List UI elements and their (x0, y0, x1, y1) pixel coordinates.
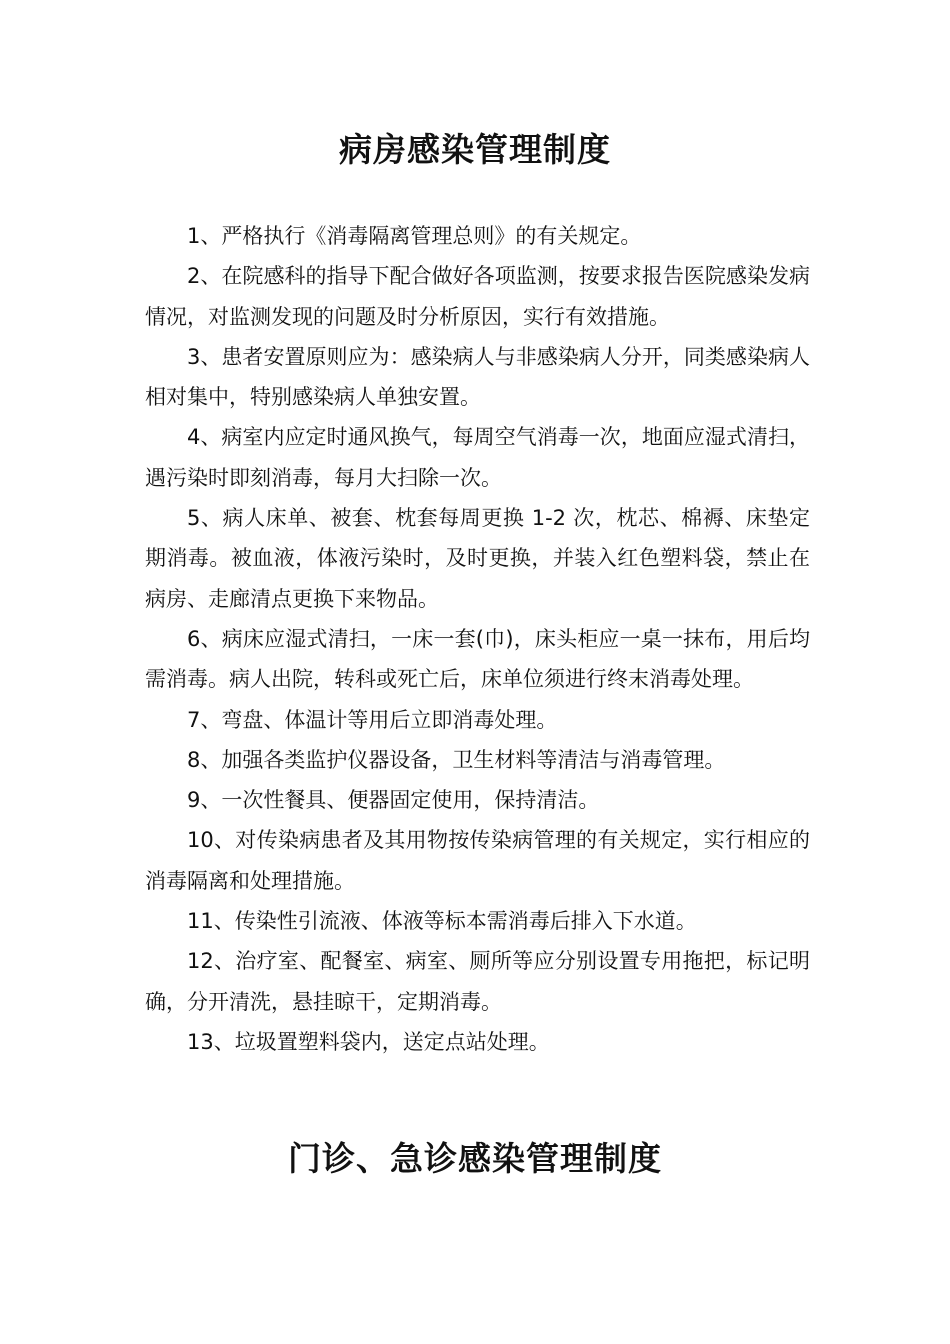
paragraph-13: 13、垃圾置塑料袋内，送定点站处理。 (187, 1029, 550, 1054)
paragraph-10: 10、对传染病患者及其用物按传染病管理的有关规定，实行相应的消毒隔离和处理措施。 (145, 828, 810, 893)
paragraph-11: 11、传染性引流液、体液等标本需消毒后排入下水道。 (187, 909, 697, 934)
paragraph-12: 12、治疗室、配餐室、病室、厕所等应分别设置专用拖把，标记明确，分开清洗，悬挂晾干，定期消毒。 (145, 949, 810, 1014)
paragraph-2: 2、在院感科的指导下配合做好各项监测，按要求报告医院感染发病情况，对监测发现的问题及时分析原因，实行有效措施。 (145, 264, 810, 329)
paragraph-6: 6、病床应湿式清扫，一床一套(巾)，床头柜应一桌一抹布，用后均需消毒。病人出院，转科或死亡后，床单位须进行终末消毒处理。 (145, 626, 810, 692)
paragraph-1: 1、严格执行《消毒隔离管理总则》的有关规定。 (187, 224, 642, 248)
next-section-title: 门诊、急诊感染管理制度 (288, 1139, 662, 1178)
paragraph-9: 9、一次性餐具、便器固定使用，保持清洁。 (187, 788, 600, 813)
paragraph-3: 3、患者安置原则应为：感染病人与非感染病人分开，同类感染病人相对集中，特别感染病人单独安置。 (145, 344, 810, 410)
paragraph-8: 8、加强各类监护仪器设备，卫生材料等清洁与消毒管理。 (187, 747, 726, 772)
paragraph-5: 5、病人床单、被套、枕套每周更换 1-2 次，枕芯、棉褥、床垫定期消毒。被血液，体液污染时，及时更换，并装入红色塑料袋，禁止在病房、走廊清点更换下来物品。 (145, 506, 810, 611)
paragraph-7: 7、弯盘、体温计等用后立即消毒处理。 (187, 707, 558, 732)
paragraph-4: 4、病室内应定时通风换气，每周空气消毒一次，地面应湿式清扫，遇污染时即刻消毒，每月大扫除一次。 (145, 425, 810, 490)
document-title: 病房感染管理制度 (339, 130, 611, 169)
document-body (145, 216, 810, 1062)
